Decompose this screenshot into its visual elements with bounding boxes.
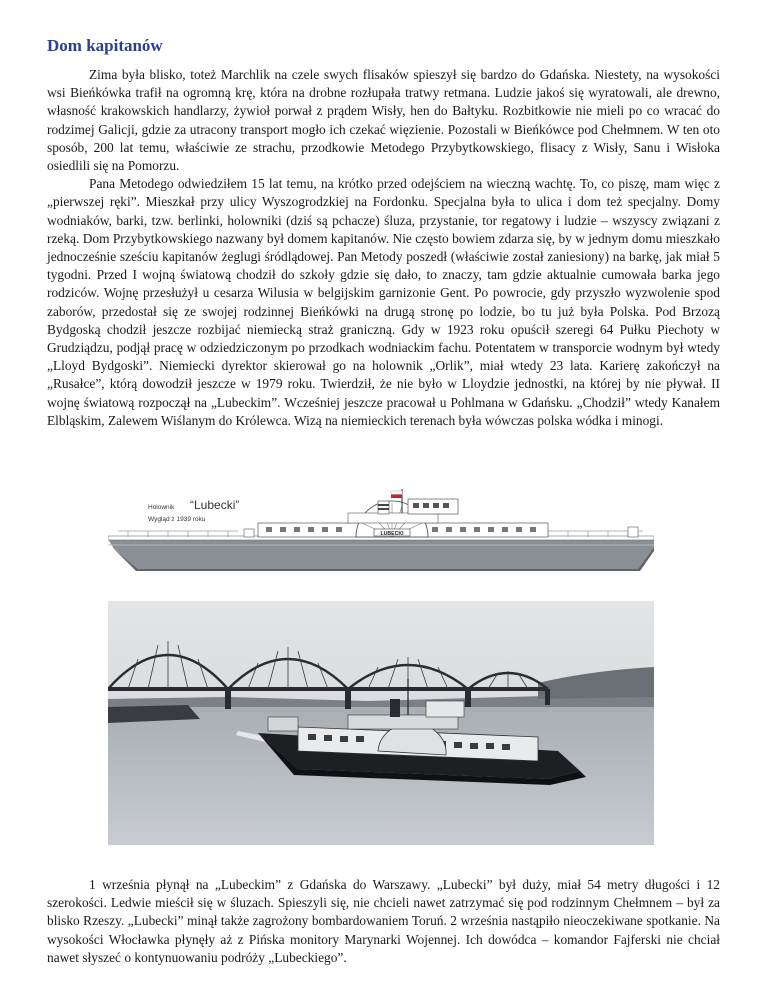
drawing-label-caption: Wygląd z 1939 roku [148, 516, 206, 523]
drawing-label-prefix: Holownik [148, 504, 175, 511]
photo-funnel [390, 699, 400, 717]
paragraph: Zima była blisko, toteż Marchlik na czele swych flisaków spieszył się bardzo do Gdańska. Niestety, na wysokości wsi Bieńkówka trafił na ogromną krę, która na drobne rozłupała tratwy retmana. Ludzie jakoś się wyratowali, ale drewno, własność krakowskich handlarzy, żywioł porwał z prądem Wisły, hen do Bałtyku. Rozbitkowie nie mieli po co wracać do rodzimej Galicji, gdzie za utracony transport mogło ich czekać więzienie. Pozostali w Bieńkówce pod Chełmnem. W ten oto sposób, 200 lat temu, właściwie ze strachu, przodkowie Metodego Przybytkowskiego, flisacy z Wisły, Sanu i Wisłoka osiedlili się na Pomorzu. [47, 67, 720, 174]
flag-white [391, 491, 402, 495]
tugboat-photo [108, 601, 654, 845]
paragraph: Pana Metodego odwiedziłem 15 lat temu, na krótko przed odejściem na wieczną wachtę. To, co piszę, mam więc z „pierwszej ręki”. Mieszkał przy ulicy Wyszogrodzkiej na Fordonku. Specjalna była to ulica i dom też specjalny. Domy wodniaków, barki, tzw. berlinki, holowniki (dziś są pchacze) śluza, przystanie, tor regatowy i ludzie – wszyscy związani z rzeką. Dom Przybytkowskiego nazwany był domem kapitanów. Nie często bowiem zdarza się, by w jednym domu mieszkało jednocześnie sześciu kapitanów żeglugi śródlądowej. Pan Metody poszedł (właściwie został zaniesiony) na barkę, jak miał 5 tygodni. Przed I wojną światową chodził do szkoły gdzie się dało, to znaczy, tam gdzie aktualnie cumowała barka jego rodziców. Wojnę przesłużył u cesarza Wilusia w belgijskim garnizonie Gent. Po powrocie, gdy przyszło wyzwolenie spod zaborów, przedostał się ze swojej rodzinnej Bieńkówki na drugą stronę po lodzie, bo tu już była Polska. Pod Brzozą Bydgoską chodził jeszcze rozbijać niemiecką straż graniczną. Gdy w 1923 roku opuścił szeregi 64 Pułku Piechoty w Grudziądzu, podjął pracę w odziedziczonym po przodkach wodniackim fachu. Potentatem w transporcie wodnym był wtedy „Lloyd Bydgoski”. Niemiecki dyrektor skierował go na holownik „Orlik”, miał wtedy 23 lata. Karierę zakończył na „Rusałce”, którą dowodził jeszcze w 1979 roku. Twierdził, że nie było w Lloydzie jednostki, na której by nie pływał. II wojnę światową rozpoczął na „Lubeckim”. Wcześniej jeszcze pracował u Pohlmana w Gdańsku. „Chodził” wtedy Kanałem Elbląskim, Zalewem Wiślanym do Królewca. Wizą na niemieckich terenach była wówczas polska wódka i minogi. [47, 176, 720, 428]
article-title: Dom kapitanów [47, 36, 163, 55]
flag-red [391, 495, 402, 499]
funnel [378, 501, 389, 514]
paragraph: 1 września płynął na „Lubeckim” z Gdańska do Warszawy. „Lubecki” był duży, miał 54 metry długości i 12 szerokości. Ledwie mieścił się w śluzach. Spieszyli się, nie chcieli nawet zatrzymać się pod rodzinnym Chełmnem – był za blisko Rzeszy. „Lubecki” minął także zagrożony bombardowaniem Toruń. 2 września nastąpiło nieoczekiwane spotkanie. Na wysokości Włocławka płynęły aż z Pińska monitory Marynarki Wojennej. Ich dowódca – komandor Fajferski nie chciał nawet słyszeć o kontynuowaniu podróży „Lubeckiego”. [47, 877, 720, 965]
photo-wheelhouse [426, 701, 464, 717]
upper-deck [348, 513, 438, 523]
hull-name-plate: LUBECKI [380, 531, 404, 537]
hull [108, 539, 654, 569]
tugboat-photo-svg [108, 601, 654, 845]
drawing-label-name: “Lubecki” [190, 498, 240, 512]
article-body-top [47, 66, 720, 430]
tugboat-drawing [108, 487, 654, 584]
article-body-bottom [47, 876, 720, 967]
tugboat-drawing-svg [108, 487, 654, 584]
